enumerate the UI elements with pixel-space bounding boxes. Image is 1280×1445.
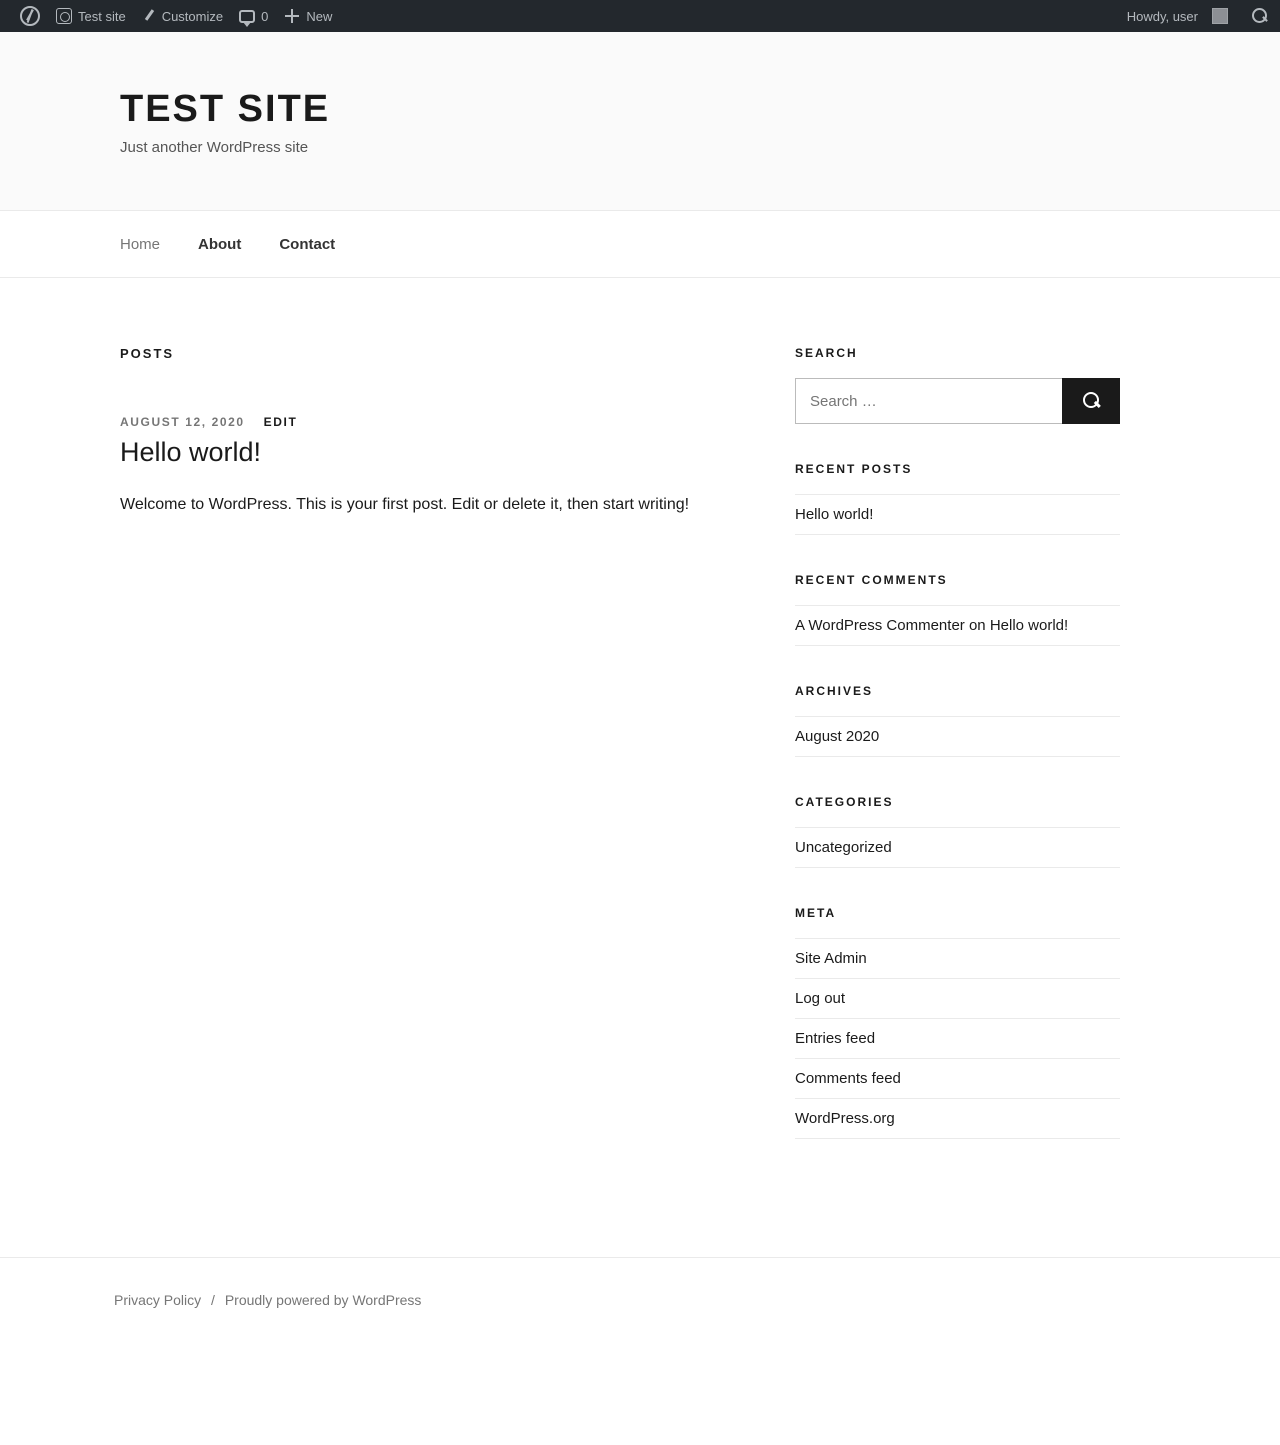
comment-bubble-icon	[239, 10, 255, 23]
comments-count: 0	[261, 8, 269, 24]
category-link-uncategorized[interactable]: Uncategorized	[795, 839, 892, 856]
list-item	[795, 939, 1120, 979]
list-item	[795, 1099, 1120, 1139]
admin-bar-left	[12, 0, 340, 32]
nav-item-about[interactable]: About	[198, 235, 242, 253]
post-content	[120, 492, 700, 518]
widget-title-recent-comments: RECENT COMMENTS	[795, 573, 948, 587]
search-input[interactable]	[795, 378, 1062, 424]
list-item	[795, 495, 1120, 535]
recent-comments-list	[795, 605, 1120, 646]
site-description: Just another WordPress site	[120, 139, 309, 156]
admin-bar-right	[1119, 0, 1268, 32]
meta-link-site-admin[interactable]: Site Admin	[795, 950, 867, 967]
search-submit-button[interactable]	[1062, 378, 1120, 424]
site-icon	[56, 8, 72, 24]
post-title[interactable]: Hello world!	[120, 437, 262, 467]
post-article	[120, 415, 700, 518]
list-item	[795, 828, 1120, 868]
wordpress-logo-menu[interactable]	[12, 0, 48, 32]
widget-recent-comments	[795, 573, 1120, 646]
nav-item-home[interactable]: Home	[120, 235, 161, 253]
list-item	[795, 606, 1120, 646]
comments-link[interactable]	[231, 0, 276, 32]
meta-link-wordpress-org[interactable]: WordPress.org	[795, 1110, 895, 1127]
customize-link[interactable]	[134, 0, 231, 32]
admin-bar	[0, 0, 1280, 32]
posts-section-heading: POSTS	[120, 346, 175, 361]
magnifier-icon	[1083, 392, 1097, 406]
search-icon[interactable]	[1252, 8, 1268, 24]
customize-label: Customize	[161, 8, 224, 24]
nav-list	[90, 211, 1190, 277]
categories-list	[795, 827, 1120, 868]
nav-item-contact[interactable]: Contact	[279, 235, 336, 253]
howdy-label: Howdy, user	[1126, 8, 1198, 24]
comment-on-word: on	[964, 617, 990, 634]
site-header	[0, 32, 1280, 211]
comment-post-link[interactable]: Hello world!	[989, 617, 1069, 634]
archives-list	[795, 716, 1120, 757]
site-footer	[0, 1257, 1280, 1342]
wordpress-icon	[20, 6, 40, 26]
post-excerpt: Welcome to WordPress. This is your first post. Edit or delete it, then start writing!	[120, 496, 690, 513]
avatar	[1212, 8, 1228, 24]
content-area	[90, 278, 1190, 1177]
wordpress-credit-link[interactable]: Proudly powered by WordPress	[224, 1292, 422, 1308]
widget-meta	[795, 906, 1120, 1139]
site-header-inner	[90, 88, 1190, 156]
my-account-menu[interactable]	[1119, 0, 1236, 32]
post-meta	[120, 415, 700, 429]
site-name-label: Test site	[78, 8, 126, 24]
site-name-menu[interactable]	[48, 0, 134, 32]
recent-posts-list	[795, 494, 1120, 535]
widget-categories	[795, 795, 1120, 868]
footer-inner	[90, 1292, 1190, 1308]
recent-post-link[interactable]: Hello world!	[795, 506, 874, 523]
list-item	[795, 1019, 1120, 1059]
meta-link-log-out[interactable]: Log out	[795, 990, 846, 1007]
archive-link-august-2020[interactable]: August 2020	[795, 728, 880, 745]
widget-recent-posts	[795, 462, 1120, 535]
plus-icon	[284, 8, 300, 24]
meta-link-comments-feed[interactable]: Comments feed	[795, 1070, 901, 1087]
primary-navigation	[0, 211, 1280, 278]
search-form	[795, 378, 1120, 424]
privacy-policy-link[interactable]: Privacy Policy	[114, 1292, 202, 1308]
new-content-menu[interactable]	[276, 0, 340, 32]
widget-search	[795, 346, 1120, 424]
widget-title-meta: META	[795, 906, 837, 920]
widget-title-archives: ARCHIVES	[795, 684, 874, 698]
page-title[interactable]: TEST SITE	[120, 88, 331, 130]
list-item	[795, 1059, 1120, 1099]
list-item	[795, 979, 1120, 1019]
post-edit-link[interactable]: EDIT	[263, 415, 298, 429]
post-date-link[interactable]: AUGUST 12, 2020	[120, 415, 245, 429]
widget-title-search: SEARCH	[795, 346, 858, 360]
meta-link-entries-feed[interactable]: Entries feed	[795, 1030, 876, 1047]
meta-list	[795, 938, 1120, 1139]
widget-title-categories: CATEGORIES	[795, 795, 894, 809]
widget-title-recent-posts: RECENT POSTS	[795, 462, 913, 476]
new-label: New	[306, 8, 333, 24]
sidebar	[795, 346, 1120, 1177]
footer-separator: /	[211, 1292, 215, 1308]
main-column	[120, 346, 700, 1177]
comment-author-link[interactable]: A WordPress Commenter	[795, 617, 965, 634]
list-item	[795, 717, 1120, 757]
widget-archives	[795, 684, 1120, 757]
pencil-icon	[142, 9, 156, 23]
